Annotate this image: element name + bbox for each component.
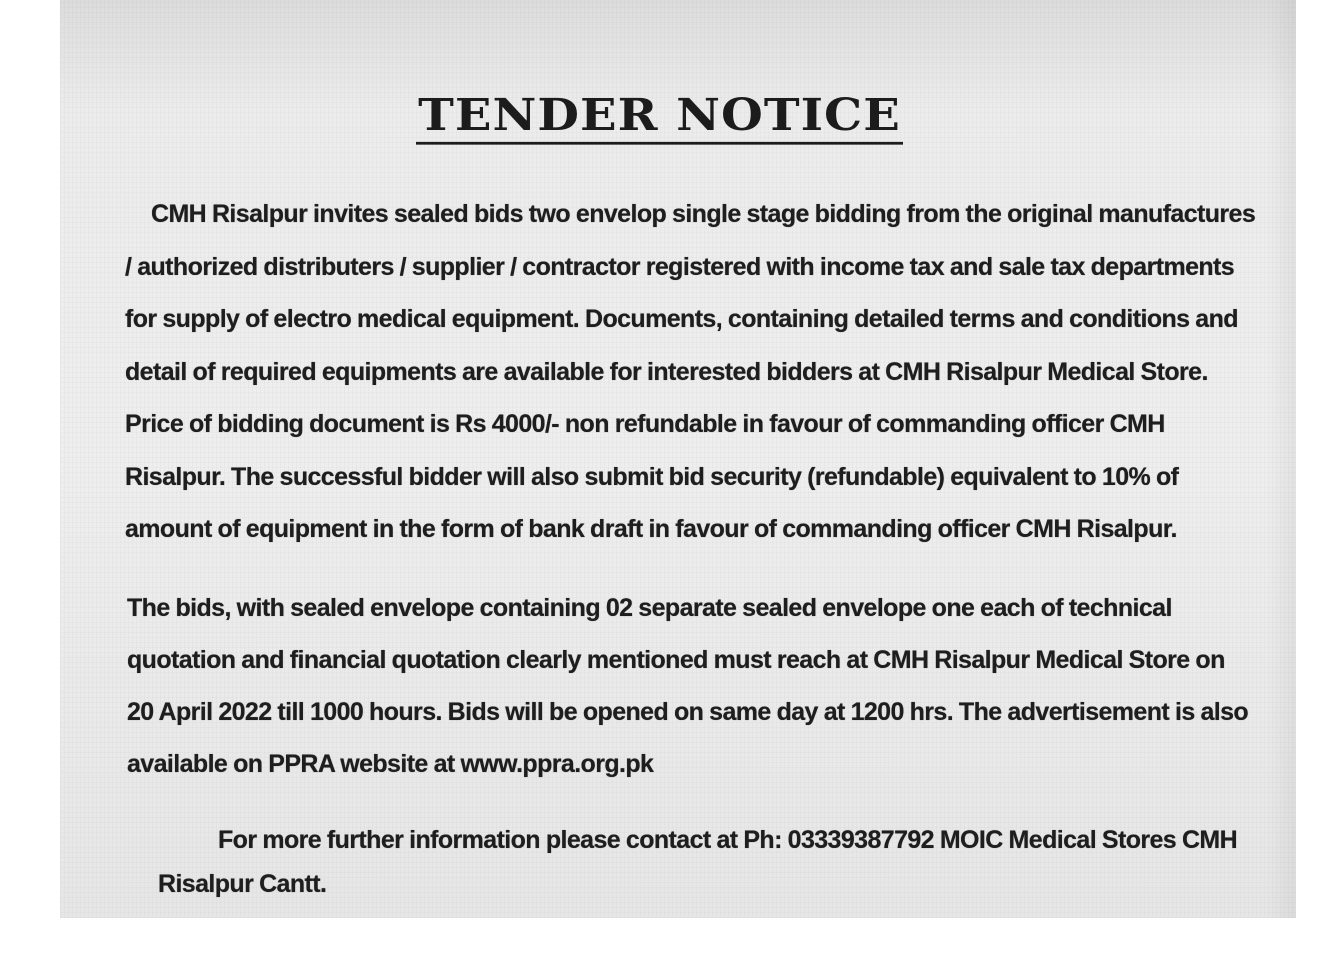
notice-title-wrapper	[0, 88, 1319, 147]
paragraph-contact-info: For more further information please contact at Ph: 03339387792 MOIC Medical Stores CMH Risalpur Cantt.	[158, 826, 1238, 898]
notice-title: TENDER NOTICE	[416, 90, 903, 144]
paragraph-submission-details: The bids, with sealed envelope containing 02 separate sealed envelope one each of technical quotation and financial quotation clearly mentioned must reach at CMH Risalpur Medical Store on 20 April 2022 till 1000 hours. Bids will be opened on same day at 1200 hrs. The advertisement is also available on PPRA website at www.ppra.org.pk	[127, 594, 1249, 778]
paragraph-bid-invitation: CMH Risalpur invites sealed bids two envelop single stage bidding from the original manufactures / authorized distributers / supplier / contractor registered with income tax and sale tax departments for supply of electro medical equipment. Documents, containing detailed terms and conditions and detail of required equipments are available for interested bidders at CMH Risalpur Medical Store. Price of bidding document is Rs 4000/- non refundable in favour of commanding officer CMH Risalpur. The successful bidder will also submit bid security (refundable) equivalent to 10% of amount of equipment in the form of bank draft in favour of commanding officer CMH Risalpur.	[125, 200, 1256, 543]
